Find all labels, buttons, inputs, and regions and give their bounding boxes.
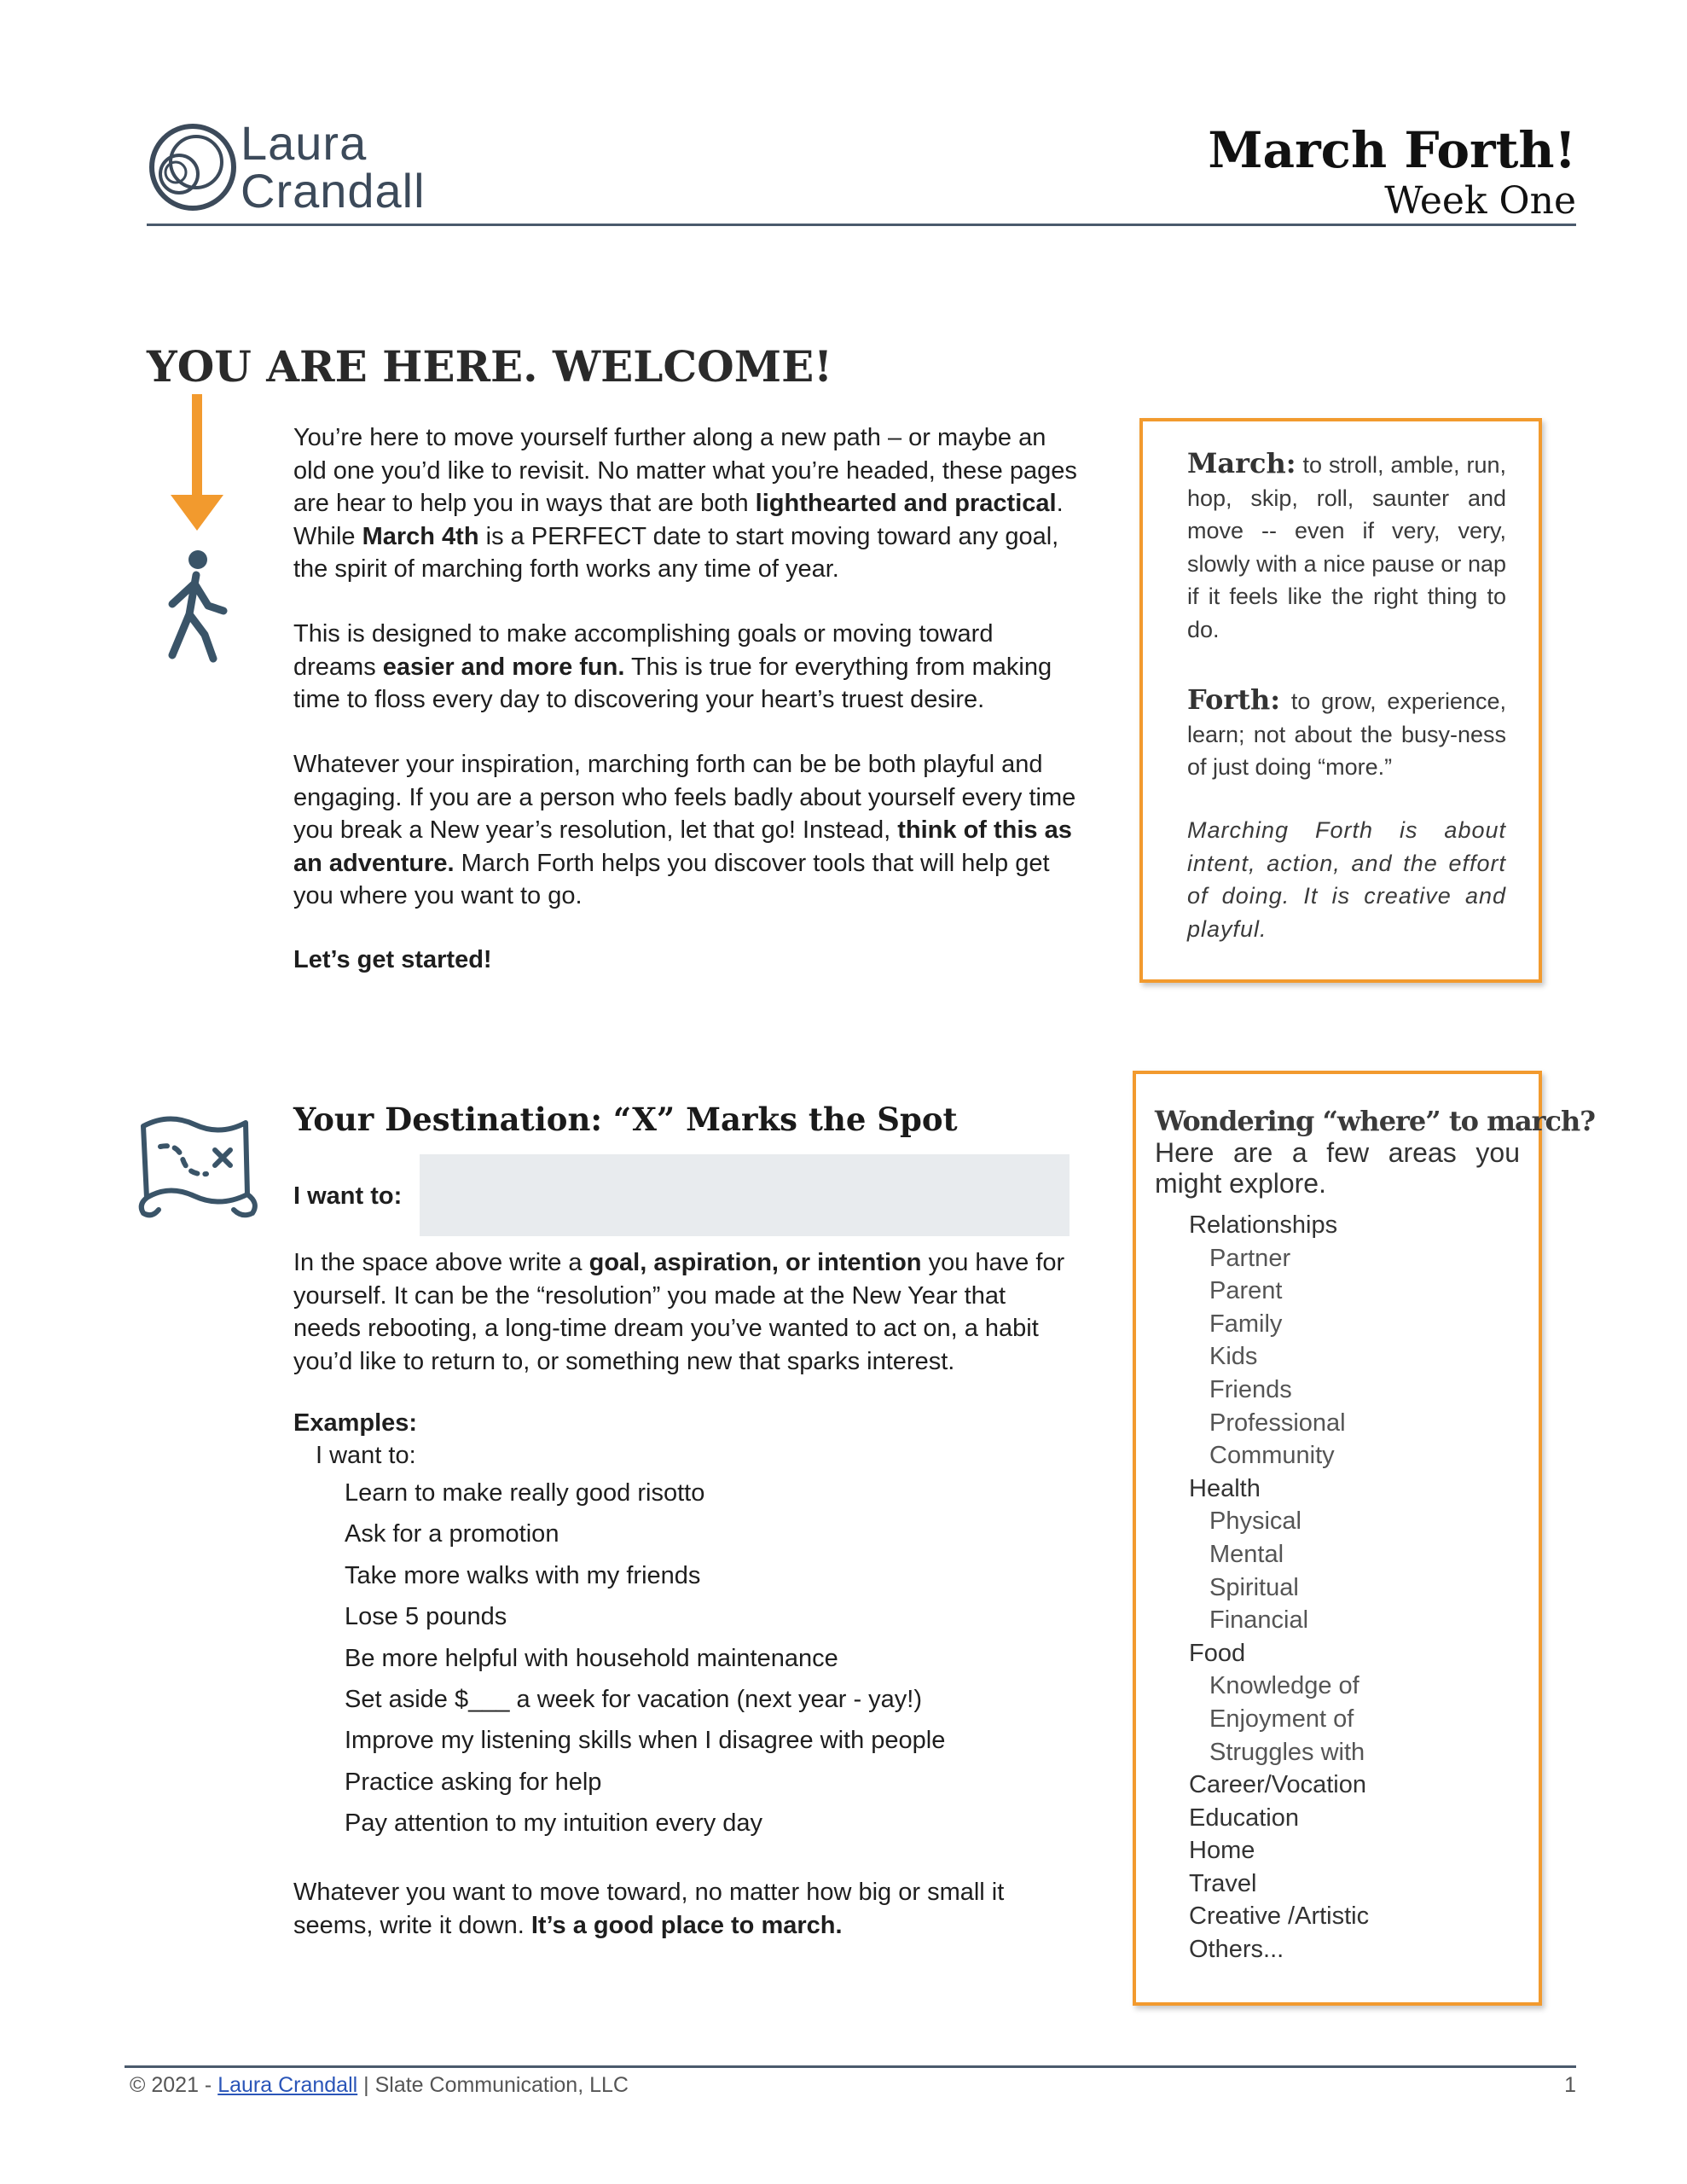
destination-p1-text-1: In the space above write a [293,1249,589,1276]
example-item: Lose 5 pounds [345,1603,507,1631]
welcome-p1-bold-1: lighthearted and practical [755,490,1057,517]
welcome-p1-bold-2: March 4th [362,522,479,550]
area-category: Education [1189,1804,1299,1832]
area-subcategory: Community [1209,1442,1335,1470]
area-subcategory: Physical [1209,1507,1301,1536]
definition-forth-term: Forth: [1187,683,1281,716]
example-item: Be more helpful with household maintenance [345,1644,838,1672]
footer-copyright-text: © 2021 - [130,2073,218,2097]
welcome-p1-text-2: . While [293,490,1064,550]
welcome-closing: Let’s get started! [293,946,492,973]
header-divider [147,224,1576,226]
welcome-p3-text-1: Whatever your inspiration, marching forth can be be both playful and engaging. If you are a person who feels badly about yourself every time you break a New year’s resolution, let that go! Instead, [293,751,1076,844]
example-item: Pay attention to my intuition every day [345,1809,763,1838]
example-item: Learn to make really good risotto [345,1479,705,1507]
examples-intro: I want to: [316,1442,416,1469]
welcome-p2-text-2: This is true for everything from making time to floss every day to discovering your heart’s truest desire. [293,653,1052,713]
destination-paragraph-2 [293,1876,1078,1942]
footer-copyright [130,2073,629,2098]
logo-wordmark [241,116,426,218]
welcome-p1-text-1: You’re here to move yourself further along a new path – or maybe an old one you’d like to revisit. No matter what you’re headed, these pages are hear to help you in ways that are both [293,424,1077,517]
logo-last-name: Crandall [241,164,426,218]
welcome-paragraph-1 [293,421,1078,586]
area-subcategory: Kids [1209,1343,1258,1371]
want-label: I want to: [293,1182,403,1210]
welcome-p3-text-2: March Forth helps you discover tools that will help get you where you want to go. [293,849,1050,909]
example-item: Ask for a promotion [345,1520,559,1548]
walking-person-icon [154,546,239,674]
logo-first-name: Laura [241,116,368,170]
areas-callout [1133,1071,1596,2006]
welcome-p2-bold-1: easier and more fun. [382,653,625,681]
areas-list [1189,1209,1369,1966]
examples-label: Examples: [293,1409,418,1437]
area-subcategory: Knowledge of [1209,1672,1359,1700]
definition-callout [1139,418,1542,983]
destination-p1-text-2: you have for yourself. It can be the “resolution” you made at the New Year that needs rebooting, a long-time dream you’ve wanted to act on, a habit you’d like to return to, or something new that sparks interest. [293,1249,1065,1375]
goal-input[interactable] [420,1154,1070,1236]
area-category: Food [1189,1639,1246,1667]
areas-heading: Wondering “where” to march? [1155,1105,1596,1137]
footer-company-text: | Slate Communication, LLC [357,2073,629,2097]
definition-march-term: March: [1187,447,1296,479]
logo-circles-icon [147,121,239,213]
area-category: Health [1189,1474,1261,1502]
welcome-paragraph-3 [293,748,1078,913]
page-subtitle: Week One [1384,179,1576,223]
area-category: Creative /Artistic [1189,1902,1370,1931]
area-category: Home [1189,1837,1255,1865]
areas-intro: Here are a few areas you might explore. [1155,1137,1520,1199]
welcome-paragraph-2 [293,618,1078,717]
footer-author-link[interactable]: Laura Crandall [217,2073,358,2097]
destination-heading: Your Destination: “X” Marks the Spot [293,1101,958,1138]
area-subcategory: Partner [1209,1244,1291,1272]
area-category: Others... [1189,1936,1284,1964]
area-subcategory: Professional [1209,1409,1346,1437]
area-subcategory: Parent [1209,1277,1283,1305]
area-subcategory: Friends [1209,1375,1292,1403]
area-subcategory: Enjoyment of [1209,1705,1354,1733]
treasure-map-icon [135,1109,261,1220]
page-title: March Forth! [1208,121,1576,179]
destination-p2-bold-1: It’s a good place to march. [530,1911,843,1939]
area-category: Career/Vocation [1189,1771,1366,1799]
footer-divider [125,2065,1576,2068]
example-item: Practice asking for help [345,1768,602,1796]
page-number: 1 [1564,2073,1576,2097]
welcome-heading: YOU ARE HERE. WELCOME! [147,341,833,392]
destination-p2-text-1: Whatever you want to move toward, no matter how big or small it seems, write it down. [293,1879,1005,1939]
arrow-down-icon [167,394,227,539]
welcome-p2-text-1: This is designed to make accomplishing goals or moving toward dreams [293,620,994,681]
definition-note: Marching Forth is about intent, action, and the effort of doing. It is creative and playful. [1187,817,1506,942]
destination-p1-bold-1: goal, aspiration, or intention [588,1249,922,1276]
area-category: Relationships [1189,1211,1338,1239]
area-category: Travel [1189,1869,1257,1897]
area-subcategory: Financial [1209,1606,1309,1635]
definition-march-text: to stroll, amble, run, hop, skip, roll, saunter and move -- even if very, very, slowly with a nice pause or nap if it feels like the right thing to do. [1187,452,1506,642]
area-subcategory: Family [1209,1310,1283,1338]
area-subcategory: Spiritual [1209,1573,1299,1601]
definition-march [1187,447,1506,646]
definition-forth-text: to grow, experience, learn; not about the busy-ness of just doing “more.” [1187,688,1506,780]
welcome-p3-bold-1: think of this as an adventure. [293,816,1072,877]
welcome-p1-text-3: is a PERFECT date to start moving toward any goal, the spirit of marching forth works any time of year. [293,522,1059,583]
area-subcategory: Mental [1209,1540,1284,1568]
example-item: Set aside $___ a week for vacation (next year - yay!) [345,1685,923,1713]
definition-forth [1187,683,1506,784]
examples-list [345,1472,945,1844]
example-item: Take more walks with my friends [345,1561,701,1589]
destination-paragraph-1 [293,1246,1078,1378]
example-item: Improve my listening skills when I disagree with people [345,1727,946,1755]
area-subcategory: Struggles with [1209,1738,1365,1766]
